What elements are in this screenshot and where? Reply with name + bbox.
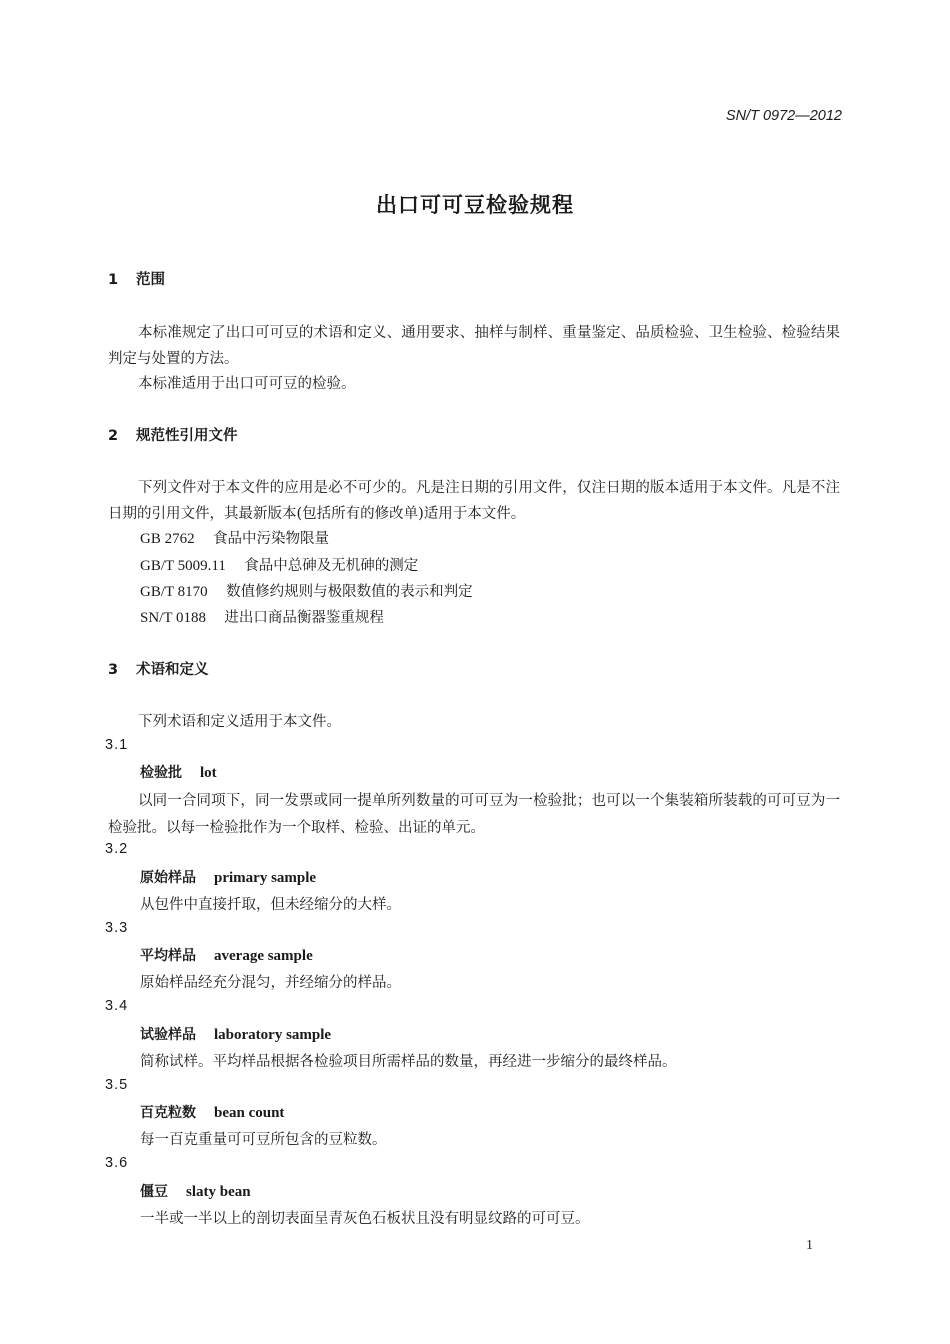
term-number: 3.4	[105, 998, 129, 1014]
term-english: laboratory sample	[214, 1027, 332, 1043]
reference-title: 进出口商品衡器鉴重规程	[224, 610, 384, 626]
term-definition: 一半或一半以上的剖切表面呈青灰色石板状且没有明显纹路的可可豆。	[140, 1211, 590, 1227]
section-title: 范围	[136, 272, 165, 288]
term-chinese: 僵豆	[140, 1184, 168, 1200]
term-chinese: 百克粒数	[140, 1105, 196, 1121]
term-heading	[140, 1102, 284, 1122]
section-3-paragraph-1: 下列术语和定义适用于本文件。	[138, 714, 341, 730]
term-definition: 简称试样。平均样品根据各检验项目所需样品的数量，再经进一步缩分的最终样品。	[140, 1054, 677, 1070]
term-definition: 原始样品经充分混匀，并经缩分的样品。	[140, 975, 401, 991]
section-2-paragraph-1: 下列文件对于本文件的应用是必不可少的。凡是注日期的引用文件，仅注日期的版本适用于本文件。凡是不注日期的引用文件，其最新版本(包括所有的修改单)适用于本文件。	[108, 480, 840, 522]
term-definition: 每一百克重量可可豆所包含的豆粒数。	[140, 1132, 387, 1148]
section-3-heading	[108, 658, 209, 679]
term-english: average sample	[214, 948, 313, 964]
section-1-paragraph-2: 本标准适用于出口可可豆的检验。	[138, 376, 356, 392]
term-chinese: 试验样品	[140, 1027, 196, 1043]
term-heading	[140, 762, 217, 782]
section-number: 1	[108, 272, 119, 288]
section-title: 规范性引用文件	[136, 428, 238, 444]
page-number: 1	[806, 1238, 813, 1253]
term-chinese: 平均样品	[140, 948, 196, 964]
term-definition: 从包件中直接扦取，但未经缩分的大样。	[140, 897, 401, 913]
reference-title: 食品中污染物限量	[213, 531, 330, 547]
term-english: primary sample	[214, 870, 317, 886]
term-definition: 以同一合同项下，同一发票或同一提单所列数量的可可豆为一检验批；也可以一个集装箱所装载的可可豆为一检验批。以每一检验批作为一个取样、检验、出证的单元。	[108, 793, 840, 836]
section-1-paragraph-1: 本标准规定了出口可可豆的术语和定义、通用要求、抽样与制样、重量鉴定、品质检验、卫生检验、检验结果判定与处置的方法。	[108, 325, 840, 367]
term-english: bean count	[214, 1105, 285, 1121]
reference-item	[140, 527, 329, 548]
reference-item	[140, 580, 473, 601]
term-chinese: 原始样品	[140, 870, 196, 886]
term-english: lot	[200, 765, 217, 781]
reference-code: GB/T 8170	[140, 584, 208, 600]
reference-title: 食品中总砷及无机砷的测定	[244, 558, 419, 574]
section-2-heading	[108, 424, 238, 445]
term-heading	[140, 1181, 251, 1201]
reference-item	[140, 554, 418, 575]
term-number: 3.1	[105, 737, 129, 753]
term-chinese: 检验批	[140, 765, 182, 781]
standard-code: SN/T 0972—2012	[725, 108, 842, 124]
section-number: 2	[108, 428, 119, 444]
term-number: 3.6	[105, 1155, 129, 1171]
document-title: 出口可可豆检验规程	[376, 193, 574, 217]
section-1-heading	[108, 268, 165, 289]
reference-code: GB/T 5009.11	[140, 558, 226, 574]
term-number: 3.2	[105, 841, 129, 857]
reference-title: 数值修约规则与极限数值的表示和判定	[226, 584, 473, 600]
reference-code: GB 2762	[140, 531, 195, 547]
reference-item	[140, 606, 384, 627]
term-heading	[140, 945, 313, 965]
term-heading	[140, 1024, 331, 1044]
term-number: 3.5	[105, 1077, 129, 1093]
term-number: 3.3	[105, 920, 129, 936]
term-heading	[140, 867, 316, 887]
section-number: 3	[108, 662, 119, 678]
reference-code: SN/T 0188	[140, 610, 206, 626]
section-title: 术语和定义	[136, 662, 209, 678]
term-english: slaty bean	[186, 1184, 251, 1200]
